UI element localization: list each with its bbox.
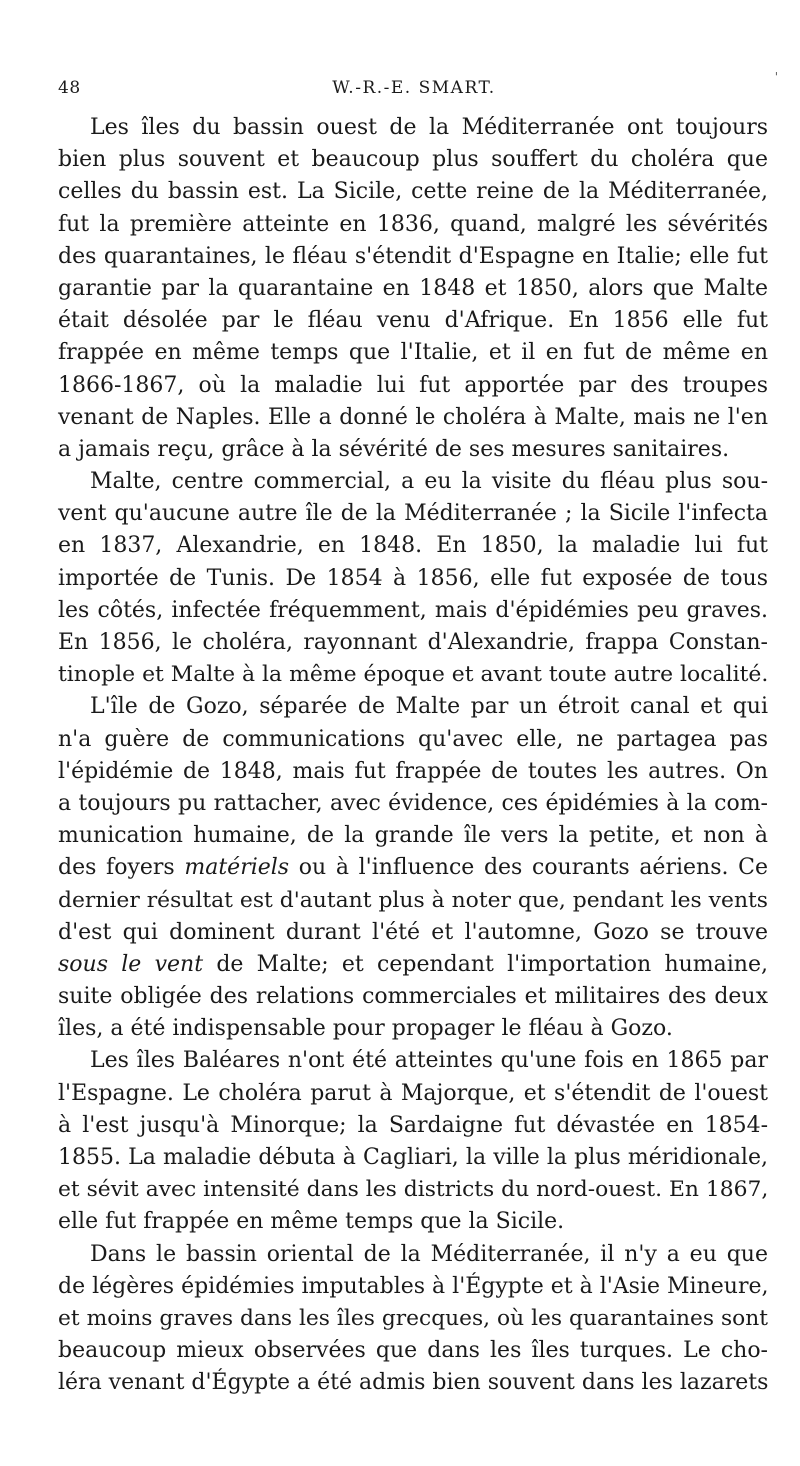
text-line: tinople et Malte à la même époque et avant toute autre localité. [58, 662, 769, 688]
text-line: dernier résultat est d'autant plus à noter que, pendant les vents [58, 887, 768, 913]
text-line: îles, a été indispensable pour propager le fléau à Gozo. [58, 1016, 673, 1042]
text-line: garantie par la quarantaine en 1848 et 1850, alors que Malte [58, 275, 768, 301]
text-line: suite obligée des relations commerciales et militaires des deux [58, 984, 768, 1010]
text-line: en 1837, Alexandrie, en 1848. En 1850, la maladie lui fut [58, 533, 768, 559]
text-line: elle fut frappée en même temps que la Sicile. [58, 1209, 565, 1235]
text-line: léra venant d'Égypte a été admis bien souvent dans les lazarets [58, 1370, 769, 1396]
text-line: des foyers matériels ou à l'influence des courants aériens. Ce [58, 855, 768, 881]
page-header [58, 78, 770, 104]
paragraph [58, 1239, 768, 1400]
text-line: Malte, centre commercial, a eu la visite du fléau plus sou- [90, 469, 768, 495]
body-text [58, 112, 768, 1400]
text-line: vent qu'aucune autre île de la Méditerranée ; la Sicile l'infecta [58, 501, 768, 527]
text-line: sous le vent de Malte; et cependant l'importation humaine, [58, 951, 768, 977]
text-line: l'épidémie de 1848, mais fut frappée de toutes les autres. On [58, 758, 768, 784]
text-line: l'Espagne. Le choléra parut à Majorque, et s'étendit de l'ouest [58, 1080, 768, 1106]
text-line: les côtés, infectée fréquemment, mais d'épidémies peu graves. [58, 597, 768, 623]
text-line: des quarantaines, le fléau s'étendit d'Espagne en Italie; elle fut [58, 243, 768, 269]
text-line: était désolée par le fléau venu d'Afrique. En 1856 elle fut [58, 308, 768, 334]
paragraph [58, 112, 768, 466]
text-line: n'a guère de communications qu'avec elle, ne partagea pas [58, 726, 768, 752]
text-line: d'est qui dominent durant l'été et l'automne, Gozo se trouve [58, 919, 768, 945]
text-line: fut la première atteinte en 1836, quand, malgré les sévérités [58, 211, 768, 237]
text-line: L'île de Gozo, séparée de Malte par un étroit canal et qui [90, 694, 768, 720]
paragraph [58, 691, 768, 1045]
text-line: frappée en même temps que l'Italie, et il en fut de même en [58, 340, 768, 366]
text-line: munication humaine, de la grande île vers la petite, et non à [58, 823, 768, 849]
page-number: 48 [58, 78, 81, 98]
text-line: venant de Naples. Elle a donné le choléra à Malte, mais ne l'en [58, 404, 768, 430]
text-line: Les îles Baléares n'ont été atteintes qu'une fois en 1865 par [90, 1048, 768, 1074]
text-line: Les îles du bassin ouest de la Méditerranée ont toujours [90, 115, 768, 140]
paragraph [58, 1045, 768, 1238]
text-line: beaucoup mieux observées que dans les îles turques. Le cho- [58, 1338, 768, 1364]
text-line: à l'est jusqu'à Minorque; la Sardaigne fut dévastée en 1854- [58, 1112, 768, 1138]
edge-mark: ' [774, 70, 778, 84]
running-head: W.-R.-E. SMART. [332, 78, 496, 98]
text-line: a jamais reçu, grâce à la sévérité de ses mesures sanitaires. [58, 436, 730, 462]
text-line: et moins graves dans les îles grecques, où les quarantaines sont [58, 1305, 768, 1331]
text-line: En 1856, le choléra, rayonnant d'Alexandrie, frappa Constan- [58, 630, 768, 655]
text-line: bien plus souvent et beaucoup plus souffert du choléra que [58, 147, 768, 173]
text-line: de légères épidémies imputables à l'Égypte et à l'Asie Mineure, [58, 1273, 769, 1299]
text-line: a toujours pu rattacher, avec évidence, ces épidémies à la com- [58, 790, 768, 816]
text-line: 1855. La maladie débuta à Cagliari, la ville la plus méridionale, [58, 1145, 768, 1170]
text-line: et sévit avec intensité dans les districts du nord-ouest. En 1867, [58, 1177, 769, 1203]
paragraph [58, 466, 768, 691]
text-line: 1866-1867, où la maladie lui fut apportée par des troupes [58, 372, 768, 398]
text-line: importée de Tunis. De 1854 à 1856, elle fut exposée de tous [58, 565, 768, 591]
text-line: Dans le bassin oriental de la Méditerranée, il n'y a eu que [90, 1241, 768, 1267]
text-line: celles du bassin est. La Sicile, cette reine de la Méditerranée, [58, 179, 768, 205]
